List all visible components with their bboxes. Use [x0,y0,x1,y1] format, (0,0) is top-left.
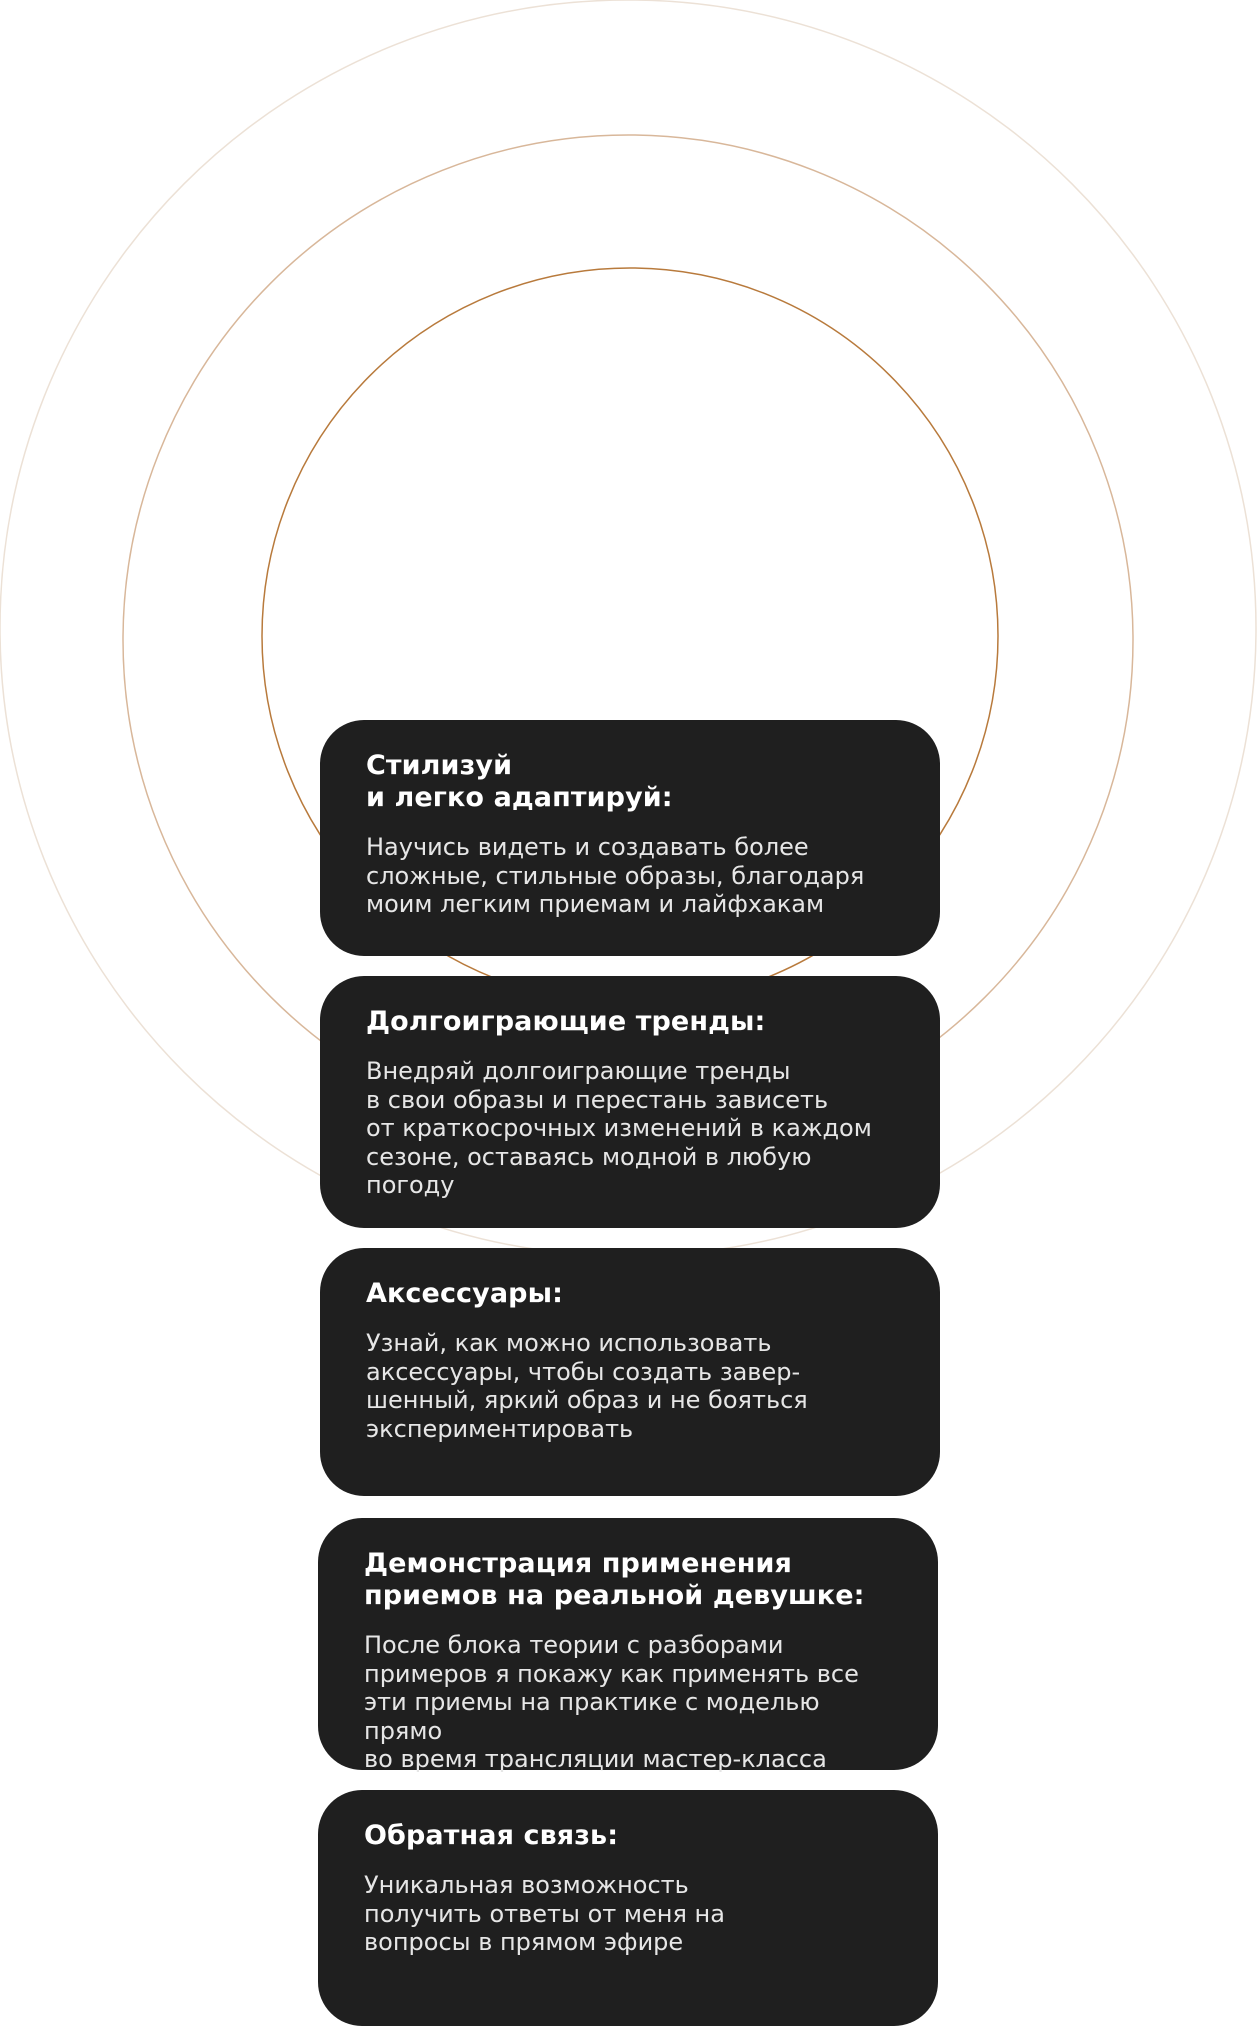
card-title: Демонстрация применения приемов на реальной девушке: [364,1548,865,1611]
card-title: Аксессуары: [366,1278,564,1309]
card-title: Обратная связь: [364,1820,619,1851]
card-text: Научись видеть и создавать более сложные, стильные образы, благодаря моим легким приемам и лайфхакам [366,833,865,918]
feature-card-accessories [320,1248,940,1496]
feature-card-demonstration [318,1518,938,1773]
card-text: Внедряй долгоиграющие тренды в свои образы и перестань зависеть от краткосрочных изменений в каждом сезоне, оставаясь модной в любую погоду [366,1057,872,1199]
feature-card-trends [320,976,940,1228]
card-title: Долгоиграющие тренды: [366,1006,766,1037]
card-text: Уникальная возможность получить ответы от меня на вопросы в прямом эфире [364,1871,725,1956]
card-title: Стилизуй и легко адаптируй: [366,750,673,813]
card-text: После блока теории с разборами примеров я покажу как применять все эти приемы на практике с моделью прямо во время трансляции мастер-класса [364,1631,859,1773]
feature-card-feedback [318,1790,938,2026]
feature-card-styling [320,720,940,956]
card-text: Узнай, как можно использовать аксессуары, чтобы создать завер- шенный, яркий образ и не бояться экспериментировать [366,1329,808,1443]
